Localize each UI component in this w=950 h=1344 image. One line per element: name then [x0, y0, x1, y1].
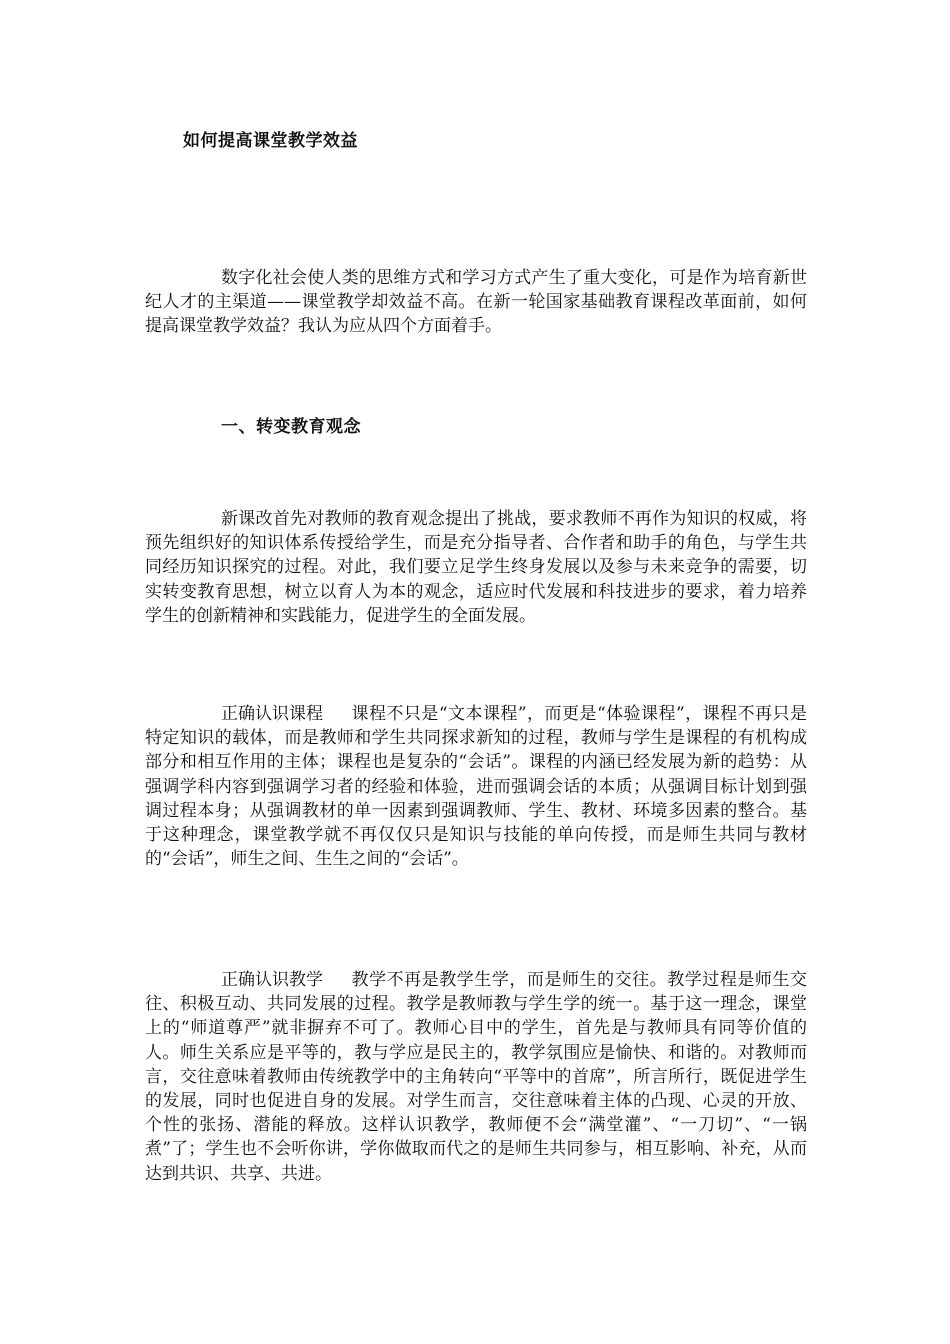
intro-paragraph: 数字化社会使人类的思维方式和学习方式产生了重大变化，可是作为培育新世纪人才的主渠道——课堂教学却效益不高。在新一轮国家基础教育课程改革面前，如何提高课堂教学效益？我认为应从四个方面着手。	[145, 268, 807, 337]
curriculum-lead: 正确认识课程	[221, 704, 323, 724]
teaching-paragraph	[145, 968, 807, 1186]
section-1-paragraph: 新课改首先对教师的教育观念提出了挑战，要求教师不再作为知识的权威，将预先组织好的知识体系传授给学生，而是充分指导者、合作者和助手的角色，与学生共同经历知识探究的过程。对此，我们要立足学生终身发展以及参与未来竞争的需要，切实转变教育思想，树立以育人为本的观念，适应时代发展和科技进步的要求，着力培养学生的创新精神和实践能力，促进学生的全面发展。	[145, 509, 807, 626]
curriculum-paragraph	[145, 702, 807, 871]
section-heading-1: 一、转变教育观念	[221, 417, 361, 437]
teaching-text: 教学不再是教学生学，而是师生的交往。教学过程是师生交往、积极互动、共同发展的过程。教学是教师教与学生学的统一。基于这一理念，课堂上的“师道尊严”就非摒弃不可了。教师心目中的学生，首先是与教师具有同等价值的人。师生关系应是平等的，教与学应是民主的，教学氛围应是愉快、和谐的。对教师而言，交往意味着教师由传统教学中的主角转向“平等中的首席”，所言所行，既促进学生的发展，同时也促进自身的发展。对学生而言，交往意味着主体的凸现、心灵的开放、个性的张扬、潜能的释放。这样认识教学，教师便不会“满堂灌”、“一刀切”、“一锅煮”了；学生也不会听你讲，学你做取而代之的是师生共同参与，相互影响、补充，从而达到共识、共享、共进。	[145, 970, 807, 1184]
curriculum-text: 课程不只是“文本课程”，而更是“体验课程”，课程不再只是特定知识的载体，而是教师和学生共同探求新知的过程，教师与学生是课程的有机构成部分和相互作用的主体；课程也是复杂的“会话”。课程的内涵已经发展为新的趋势：从强调学科内容到强调学习者的经验和体验，进而强调会话的本质；从强调目标计划到强调过程本身；从强调教材的单一因素到强调教师、学生、教材、环境多因素的整合。基于这种理念，课堂教学就不再仅仅只是知识与技能的单向传授，而是师生共同与教材的“会话”，师生之间、生生之间的“会话”。	[145, 704, 807, 870]
teaching-lead: 正确认识教学	[221, 970, 323, 990]
document-title: 如何提高课堂教学效益	[183, 131, 358, 151]
